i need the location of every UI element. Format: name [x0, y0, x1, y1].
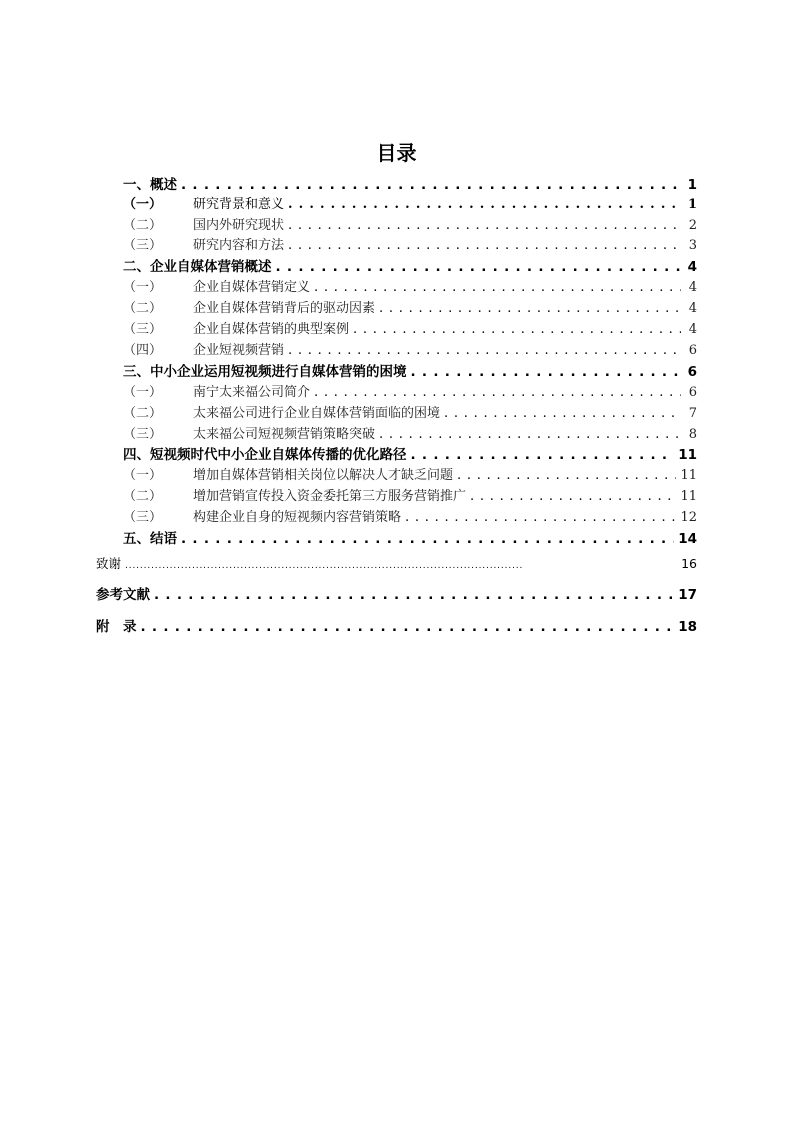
toc-title: 目录 [376, 141, 417, 165]
toc-entry[interactable] [123, 529, 697, 549]
entry-title: 太来福公司进行企业自媒体营销面临的困境 [193, 406, 441, 421]
entry-title: 附 录 [96, 619, 137, 635]
dot-leader [444, 404, 681, 424]
entry-number: （二） [123, 301, 163, 316]
entry-title: 三、中小企业运用短视频进行自媒体营销的困境 [123, 364, 407, 380]
page-number: 1 [687, 177, 697, 193]
entry-number: （三） [123, 322, 163, 337]
entry-title: 一、概述 [123, 177, 177, 193]
entry-number: （一） [123, 197, 163, 212]
entry-title: 研究内容和方法 [193, 238, 285, 253]
dot-leader [470, 487, 676, 507]
dot-leader [288, 236, 681, 256]
page-number: 6 [688, 385, 697, 400]
page-number: 7 [688, 406, 697, 421]
toc-entry[interactable] [123, 216, 697, 236]
entry-title: 四、短视频时代中小企业自媒体传播的优化路径 [123, 447, 407, 463]
entry-title: 南宁太来福公司简介 [193, 385, 311, 400]
toc-entry[interactable] [123, 508, 697, 528]
page-number: 3 [688, 238, 697, 253]
toc-entry[interactable] [123, 425, 697, 445]
entry-number: （三） [123, 427, 163, 442]
dot-leader [411, 362, 682, 382]
entry-number: （一） [123, 280, 163, 295]
dot-leader [181, 175, 681, 195]
toc-entry[interactable] [123, 383, 697, 403]
entry-number: （三） [123, 510, 163, 525]
entry-number: （二） [123, 218, 163, 233]
entry-title: 国内外研究现状 [193, 218, 285, 233]
entry-title: 企业自媒体营销定义 [193, 280, 311, 295]
dot-leader [314, 278, 681, 298]
toc-entry[interactable] [123, 487, 697, 507]
toc-entry[interactable] [123, 466, 697, 486]
entry-title: 企业短视频营销 [193, 343, 285, 358]
dot-leader [141, 617, 675, 637]
toc-entry[interactable] [96, 585, 697, 605]
page-number: 6 [688, 343, 697, 358]
dot-leader [379, 425, 681, 445]
toc-entry[interactable] [123, 445, 697, 465]
entry-title: 企业自媒体营销的典型案例 [193, 322, 350, 337]
toc-entry[interactable] [123, 278, 697, 298]
entry-title: 五、结语 [123, 531, 177, 547]
dot-leader [405, 508, 676, 528]
page-number: 11 [678, 447, 697, 463]
entry-title: 研究背景和意义 [193, 197, 285, 212]
dot-leader [457, 466, 676, 486]
toc-entry[interactable] [123, 404, 697, 424]
entry-title: 企业自媒体营销背后的驱动因素 [193, 301, 376, 316]
page-number: 4 [688, 301, 697, 316]
dot-leader [411, 445, 675, 465]
entry-number: （二） [123, 406, 163, 421]
dot-leader [154, 585, 674, 605]
entry-title: 增加自媒体营销相关岗位以解决人才缺乏问题 [193, 468, 454, 483]
toc-entry[interactable] [123, 175, 697, 195]
dot-leader [125, 554, 677, 576]
dot-leader [288, 216, 681, 236]
toc-entry[interactable] [123, 236, 697, 256]
dot-leader [181, 529, 674, 549]
toc-entry[interactable] [96, 554, 697, 574]
entry-title: 二、企业自媒体营销概述 [123, 259, 272, 275]
page-number: 8 [688, 427, 697, 442]
page-number: 1 [687, 197, 697, 212]
entry-title: 构建企业自身的短视频内容营销策略 [193, 510, 402, 525]
dot-leader [379, 299, 681, 319]
toc-entry[interactable] [123, 341, 697, 361]
entry-title: 增加营销宣传投入资金委托第三方服务营销推广 [193, 489, 467, 504]
page-number: 11 [680, 489, 697, 504]
toc-entry[interactable] [123, 257, 697, 277]
page-number: 14 [678, 531, 697, 547]
page-number: 16 [681, 556, 697, 571]
toc-entry[interactable] [123, 195, 697, 215]
dot-leader [288, 195, 681, 215]
page-number: 4 [687, 259, 697, 275]
page-number: 18 [678, 619, 697, 635]
dot-leader [314, 383, 681, 403]
toc-entry[interactable] [96, 617, 697, 637]
toc-entry[interactable] [123, 320, 697, 340]
entry-number: （一） [123, 468, 163, 483]
entry-title: 参考文献 [96, 587, 150, 603]
entry-number: （一） [123, 385, 163, 400]
page-number: 6 [687, 364, 697, 380]
entry-title: 致谢 [96, 556, 122, 571]
dot-leader [288, 341, 681, 361]
page-number: 4 [688, 280, 697, 295]
dot-leader [353, 320, 681, 340]
page-number: 12 [680, 510, 697, 525]
toc-entry[interactable] [123, 362, 697, 382]
page-number: 4 [688, 322, 697, 337]
page-number: 17 [678, 587, 697, 603]
entry-number: （四） [123, 343, 163, 358]
page-number: 11 [680, 468, 697, 483]
toc-entry[interactable] [123, 299, 697, 319]
page-number: 2 [688, 218, 697, 233]
entry-number: （二） [123, 489, 163, 504]
dot-leader [276, 257, 682, 277]
entry-number: （三） [123, 238, 163, 253]
entry-title: 太来福公司短视频营销策略突破 [193, 427, 376, 442]
